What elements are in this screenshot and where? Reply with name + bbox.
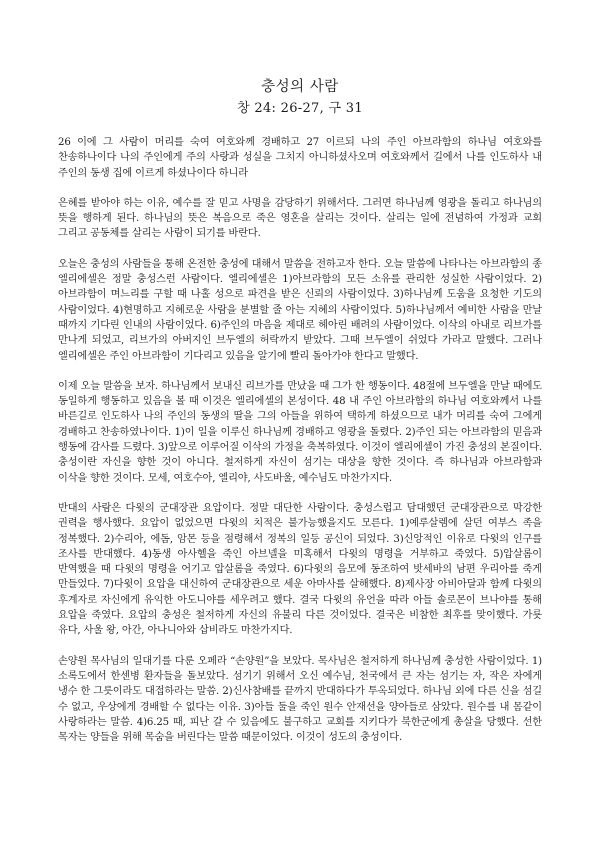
document-title: 충성의 사람 (261, 79, 339, 95)
paragraph-intro: 은혜를 받아야 하는 이유, 예수를 잘 믿고 사명을 감당하기 위해서다. 그러면 하나님께 영광을 돌리고 하나님의 뜻을 행하게 된다. 하나님의 뜻은 복음으로 죽은 영혼을 살리는 것이다. 살리는 일에 전념하여 가정과 교회 그리고 공동체를 살리는 사람이 되기를 바란다. (58, 197, 542, 240)
paragraph-todays-word: 이제 오늘 말씀을 보자. 하나님께서 보내신 리브가를 만났을 때 그가 한 행동이다. 48절에 브두엘을 만날 때에도 동일하게 행동하고 있음을 볼 때 이것은 엘리에셀의 본성이다. 48 내 주인 아브라함의 하나님 여호와께서 나를 바른길로 인도하사 나의 주인의 동생의 딸을 그의 아들을 위하여 택하게 하셨으므로 내가 머리를 숙여 그에게 경배하고 찬송하였나이다. 1)이 일을 이루신 하나님께 경배하고 영광을 돌렸다. 2)주인 되는 아브라함의 믿음과 행동에 감사를 드렸다. 3)앞으로 이루어질 이삭의 가정을 축복하였다. 이것이 엘리에셀이 가진 충성의 본질이다. 충성이란 자신을 향한 것이 아니다. 철저하게 자신이 섬기는 대상을 향한 것이다. 즉 하나님과 아브라함과 이삭을 향한 것이다. 모세, 여호수아, 엘리야, 사도바울, 예수님도 마찬가지다. (58, 380, 542, 484)
paragraph-son-yang-won: 손양원 목사님의 일대기를 다룬 오페라 “손양원”을 보았다. 목사님은 철저하게 하나님께 충성한 사람이었다. 1)소록도에서 한센병 환자들을 돌보았다. 섬기기 위해서 오신 예수님, 천국에서 큰 자는 섬기는 자, 작은 자에게 냉수 한 그릇이라도 대접하라는 말씀. 2)신사참배를 끝까지 반대하다가 투옥되었다. 하나님 외에 다른 신을 섬길 수 없고, 우상에게 경배할 수 없다는 이유. 3)아들 둘을 죽인 원수 안재선을 양아들로 삼았다. 원수를 내 몸같이 사랑하라는 말씀. 4)6.25 때, 피난 갈 수 있음에도 불구하고 교회를 지키다가 북한군에게 총살을 당했다. 선한 목자는 양들을 위해 목숨을 버린다는 말씀 때문이었다. 이것이 성도의 충성이다. (58, 655, 542, 744)
document-body (58, 135, 542, 745)
paragraph-joab: 반대의 사람은 다윗의 군대장관 요압이다. 정말 대단한 사람이다. 충성스럽고 담대했던 군대장관으로 막강한 권력을 행사했다. 요압이 없었으면 다윗의 치적은 불가능했을지도 모른다. 1)예루살렘에 살던 여부스 족을 정복했다. 2)수리아, 에돔, 암몬 등을 점령해서 정복의 일등 공신이 되었다. 3)신앙적인 이유로 다윗의 인구를 조사를 반대했다. 4)동생 아사헬을 죽인 아브넬을 미혹해서 다윗의 명령을 거부하고 죽였다. 5)압살롬이 반역했을 때 다윗의 명령을 어기고 압살롬을 죽였다. 6)다윗의 음모에 동조하여 밧세바의 남편 우리아를 죽게 만들었다. 7)다윗이 요압을 대신하여 군대장관으로 세운 아마사를 살해했다. 8)제사장 아비아달과 함께 다윗의 후계자로 자신에게 유익한 아도니야를 세우려고 했다. 결국 다윗의 유언을 따라 아들 솔로몬이 브나야를 통해 요압을 죽였다. 요압의 충성은 철저하게 자신의 유불리 다른 것이었다. 결국은 비참한 최후를 맞이했다. 가룟 유다, 사울 왕, 아간, 아나니아와 삽비라도 마찬가지다. (58, 502, 542, 637)
paragraph-eliezer: 오늘은 충성의 사람들을 통해 온전한 충성에 대해서 말씀을 전하고자 한다. 오늘 말씀에 나타나는 아브라함의 종 엘리에셀은 정말 충성스런 사람이다. 엘리에셀은 1)아브라함의 모든 소유를 관리한 성실한 사람이었다. 2)아브라함이 며느리를 구할 때 나홀 성으로 파견을 받은 신뢰의 사람이었다. 3)하나님께 도움을 요청한 기도의 사람이었다. 4)현명하고 지혜로운 사람을 분별할 줄 아는 지혜의 사람이었다. 5)하나님께서 예비한 사람을 만날 때까지 기다린 인내의 사람이었다. 6)주인의 마음을 제대로 헤아린 배려의 사람이었다. 이삭의 아내로 리브가를 만나게 되었고, 리브가의 아버지인 브두엘의 허락까지 받았다. 그때 브두엘이 쉬었다 가라고 말했다. 그러나 엘리에셀은 주인 아브라함이 기다리고 있음을 알기에 빨리 돌아가야 한다고 말했다. (58, 258, 542, 362)
scripture-reference: 창 24: 26-27, 구 31 (237, 101, 363, 116)
paragraph-scripture: 26 이에 그 사람이 머리를 숙여 여호와께 경배하고 27 이르되 나의 주인 아브라함의 하나님 여호와를 찬송하나이다 나의 주인에게 주의 사랑과 성실을 그치지 아니하셨사오며 여호와께서 길에서 나를 인도하사 내 주인의 동생 집에 이르게 하셨나이다 하니라 (58, 137, 542, 179)
